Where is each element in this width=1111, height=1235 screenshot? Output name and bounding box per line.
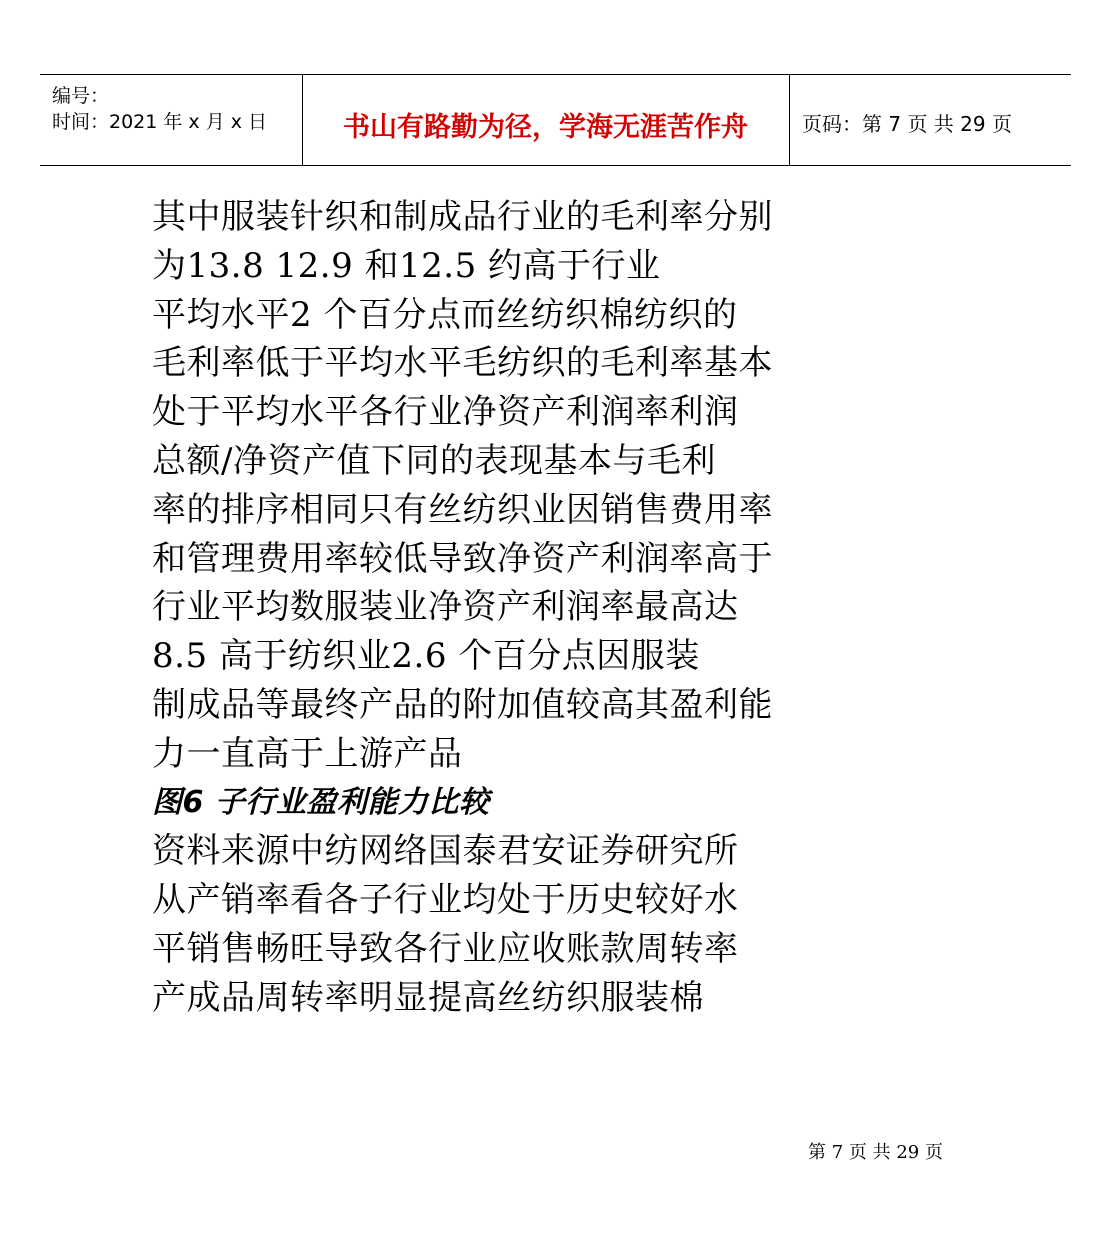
body-line: 平均水平2 个百分点而丝纺织棉纺织的	[152, 294, 738, 335]
document-header	[40, 74, 1071, 166]
body-line: 率的排序相同只有丝纺织业因销售费用率	[152, 489, 773, 530]
body-line: 其中服装针织和制成品行业的毛利率分别	[152, 197, 773, 237]
page-footer: 第 7 页 共 29 页	[808, 1142, 943, 1163]
body-line: 产成品周转率明显提高丝纺织服装棉	[152, 977, 704, 1018]
body-line: 为13.8 12.9 和12.5 约高于行业	[152, 245, 661, 286]
body-line: 8.5 高于纺织业2.6 个百分点因服装	[152, 636, 700, 677]
figure-caption: 图6 子行业盈利能力比较	[152, 784, 490, 820]
header-motto-cell	[302, 75, 790, 165]
body-line: 平销售畅旺导致各行业应收账款周转率	[152, 928, 739, 969]
body-line: 和管理费用率较低导致净资产利润率高于	[152, 538, 773, 579]
body-line: 处于平均水平各行业净资产利润率利润	[152, 392, 739, 433]
header-page-info: 页码：第 7 页 共 29 页	[802, 112, 1012, 136]
body-line: 毛利率低于平均水平毛纺织的毛利率基本	[152, 343, 773, 384]
body-line: 总额/净资产值下同的表现基本与毛利	[152, 440, 716, 481]
document-time: 时间：2021 年 x 月 x 日	[52, 111, 268, 133]
header-motto: 书山有路勤为径，学海无涯苦作舟	[343, 112, 748, 143]
body-line: 力一直高于上游产品	[152, 733, 463, 774]
body-line: 行业平均数服装业净资产利润率最高达	[152, 587, 739, 628]
header-meta-cell	[40, 75, 303, 165]
header-page-cell	[790, 75, 1070, 165]
body-line: 从产销率看各子行业均处于历史较好水	[152, 880, 739, 921]
body-line: 制成品等最终产品的附加值较高其盈利能	[152, 684, 773, 725]
document-number-label: 编号：	[52, 85, 110, 107]
document-body	[152, 193, 872, 1023]
body-line: 资料来源中纺网络国泰君安证券研究所	[152, 831, 739, 872]
